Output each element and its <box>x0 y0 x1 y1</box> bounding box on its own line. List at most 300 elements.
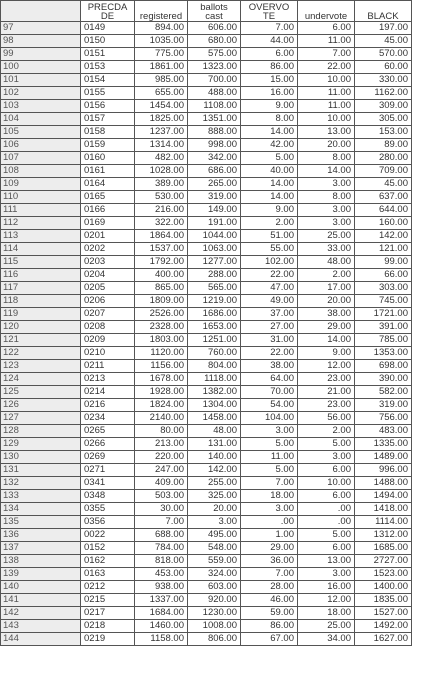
cell-ballots-cast[interactable]: 1323.00 <box>188 61 241 74</box>
cell-registered[interactable]: 1158.00 <box>135 633 188 646</box>
cell-registered[interactable]: 1028.00 <box>135 165 188 178</box>
cell-undervote[interactable]: 25.00 <box>298 620 355 633</box>
cell-precinct[interactable]: 0153 <box>81 61 135 74</box>
cell-overvote[interactable]: 16.00 <box>241 87 298 100</box>
cell-precinct[interactable]: 0169 <box>81 217 135 230</box>
cell-row-index[interactable]: 144 <box>1 633 81 646</box>
cell-precinct[interactable]: 0219 <box>81 633 135 646</box>
cell-black[interactable]: 60.00 <box>355 61 412 74</box>
cell-precinct[interactable]: 0155 <box>81 87 135 100</box>
cell-precinct[interactable]: 0164 <box>81 178 135 191</box>
cell-precinct[interactable]: 0212 <box>81 581 135 594</box>
cell-registered[interactable]: 1460.00 <box>135 620 188 633</box>
cell-registered[interactable]: 1035.00 <box>135 35 188 48</box>
cell-black[interactable]: 1721.00 <box>355 308 412 321</box>
cell-black[interactable]: 89.00 <box>355 139 412 152</box>
cell-precinct[interactable]: 0163 <box>81 568 135 581</box>
cell-row-index[interactable]: 122 <box>1 347 81 360</box>
cell-registered[interactable]: 216.00 <box>135 204 188 217</box>
cell-precinct[interactable]: 0217 <box>81 607 135 620</box>
cell-row-index[interactable]: 121 <box>1 334 81 347</box>
cell-registered[interactable]: 1156.00 <box>135 360 188 373</box>
cell-registered[interactable]: 1237.00 <box>135 126 188 139</box>
cell-ballots-cast[interactable]: 255.00 <box>188 477 241 490</box>
cell-ballots-cast[interactable]: 1351.00 <box>188 113 241 126</box>
cell-precinct[interactable]: 0161 <box>81 165 135 178</box>
cell-ballots-cast[interactable]: 559.00 <box>188 555 241 568</box>
cell-row-index[interactable]: 116 <box>1 269 81 282</box>
cell-black[interactable]: 637.00 <box>355 191 412 204</box>
cell-undervote[interactable]: 10.00 <box>298 74 355 87</box>
cell-black[interactable]: 121.00 <box>355 243 412 256</box>
cell-undervote[interactable]: 6.00 <box>298 542 355 555</box>
cell-precinct[interactable]: 0356 <box>81 516 135 529</box>
cell-undervote[interactable]: 3.00 <box>298 178 355 191</box>
cell-row-index[interactable]: 112 <box>1 217 81 230</box>
cell-undervote[interactable]: 11.00 <box>298 100 355 113</box>
cell-overvote[interactable]: 44.00 <box>241 35 298 48</box>
cell-undervote[interactable]: 12.00 <box>298 360 355 373</box>
cell-overvote[interactable]: 102.00 <box>241 256 298 269</box>
cell-undervote[interactable]: 14.00 <box>298 165 355 178</box>
cell-undervote[interactable]: 14.00 <box>298 334 355 347</box>
cell-ballots-cast[interactable]: 1653.00 <box>188 321 241 334</box>
cell-precinct[interactable]: 0159 <box>81 139 135 152</box>
cell-undervote[interactable]: 38.00 <box>298 308 355 321</box>
cell-precinct[interactable]: 0201 <box>81 230 135 243</box>
cell-ballots-cast[interactable]: 324.00 <box>188 568 241 581</box>
cell-registered[interactable]: 389.00 <box>135 178 188 191</box>
cell-overvote[interactable]: 8.00 <box>241 113 298 126</box>
cell-undervote[interactable]: 20.00 <box>298 139 355 152</box>
cell-registered[interactable]: 322.00 <box>135 217 188 230</box>
cell-undervote[interactable]: 12.00 <box>298 594 355 607</box>
cell-undervote[interactable]: 16.00 <box>298 581 355 594</box>
cell-precinct[interactable]: 0204 <box>81 269 135 282</box>
cell-overvote[interactable]: 86.00 <box>241 620 298 633</box>
cell-registered[interactable]: 30.00 <box>135 503 188 516</box>
cell-precinct[interactable]: 0266 <box>81 438 135 451</box>
cell-overvote[interactable]: 14.00 <box>241 126 298 139</box>
cell-ballots-cast[interactable]: 1118.00 <box>188 373 241 386</box>
cell-precinct[interactable]: 0202 <box>81 243 135 256</box>
cell-row-index[interactable]: 125 <box>1 386 81 399</box>
cell-row-index[interactable]: 132 <box>1 477 81 490</box>
cell-black[interactable]: 391.00 <box>355 321 412 334</box>
cell-row-index[interactable]: 103 <box>1 100 81 113</box>
cell-black[interactable]: 1492.00 <box>355 620 412 633</box>
cell-undervote[interactable]: 3.00 <box>298 568 355 581</box>
cell-registered[interactable]: 775.00 <box>135 48 188 61</box>
cell-ballots-cast[interactable]: 760.00 <box>188 347 241 360</box>
cell-ballots-cast[interactable]: 575.00 <box>188 48 241 61</box>
cell-overvote[interactable]: 27.00 <box>241 321 298 334</box>
cell-precinct[interactable]: 0207 <box>81 308 135 321</box>
cell-overvote[interactable]: 46.00 <box>241 594 298 607</box>
cell-precinct[interactable]: 0269 <box>81 451 135 464</box>
cell-overvote[interactable]: 49.00 <box>241 295 298 308</box>
cell-black[interactable]: 1527.00 <box>355 607 412 620</box>
cell-ballots-cast[interactable]: 1458.00 <box>188 412 241 425</box>
cell-row-index[interactable]: 124 <box>1 373 81 386</box>
cell-ballots-cast[interactable]: 606.00 <box>188 22 241 35</box>
cell-black[interactable]: 160.00 <box>355 217 412 230</box>
cell-registered[interactable]: 1120.00 <box>135 347 188 360</box>
cell-registered[interactable]: 2140.00 <box>135 412 188 425</box>
cell-black[interactable]: 1335.00 <box>355 438 412 451</box>
cell-black[interactable]: 483.00 <box>355 425 412 438</box>
cell-row-index[interactable]: 115 <box>1 256 81 269</box>
cell-row-index[interactable]: 97 <box>1 22 81 35</box>
cell-precinct[interactable]: 0154 <box>81 74 135 87</box>
cell-precinct[interactable]: 0156 <box>81 100 135 113</box>
cell-black[interactable]: 319.00 <box>355 399 412 412</box>
cell-registered[interactable]: 784.00 <box>135 542 188 555</box>
cell-undervote[interactable]: 29.00 <box>298 321 355 334</box>
cell-precinct[interactable]: 0152 <box>81 542 135 555</box>
cell-ballots-cast[interactable]: 1251.00 <box>188 334 241 347</box>
cell-precinct[interactable]: 0209 <box>81 334 135 347</box>
cell-row-index[interactable]: 137 <box>1 542 81 555</box>
cell-ballots-cast[interactable]: 325.00 <box>188 490 241 503</box>
cell-precinct[interactable]: 0162 <box>81 555 135 568</box>
cell-overvote[interactable]: 59.00 <box>241 607 298 620</box>
cell-undervote[interactable]: 6.00 <box>298 22 355 35</box>
cell-overvote[interactable]: 6.00 <box>241 48 298 61</box>
cell-black[interactable]: 330.00 <box>355 74 412 87</box>
cell-precinct[interactable]: 0214 <box>81 386 135 399</box>
cell-precinct[interactable]: 0149 <box>81 22 135 35</box>
cell-row-index[interactable]: 131 <box>1 464 81 477</box>
cell-registered[interactable]: 985.00 <box>135 74 188 87</box>
cell-undervote[interactable]: 2.00 <box>298 269 355 282</box>
cell-registered[interactable]: 247.00 <box>135 464 188 477</box>
cell-precinct[interactable]: 0158 <box>81 126 135 139</box>
cell-row-index[interactable]: 128 <box>1 425 81 438</box>
cell-black[interactable]: 142.00 <box>355 230 412 243</box>
cell-ballots-cast[interactable]: 1277.00 <box>188 256 241 269</box>
cell-ballots-cast[interactable]: 191.00 <box>188 217 241 230</box>
cell-overvote[interactable]: 54.00 <box>241 399 298 412</box>
cell-registered[interactable]: 503.00 <box>135 490 188 503</box>
cell-ballots-cast[interactable]: 700.00 <box>188 74 241 87</box>
cell-registered[interactable]: 530.00 <box>135 191 188 204</box>
cell-ballots-cast[interactable]: 1008.00 <box>188 620 241 633</box>
cell-row-index[interactable]: 100 <box>1 61 81 74</box>
cell-registered[interactable]: 1809.00 <box>135 295 188 308</box>
cell-ballots-cast[interactable]: 140.00 <box>188 451 241 464</box>
cell-row-index[interactable]: 141 <box>1 594 81 607</box>
cell-overvote[interactable]: 3.00 <box>241 503 298 516</box>
cell-registered[interactable]: 1454.00 <box>135 100 188 113</box>
cell-precinct[interactable]: 0265 <box>81 425 135 438</box>
cell-undervote[interactable]: 20.00 <box>298 295 355 308</box>
cell-row-index[interactable]: 102 <box>1 87 81 100</box>
cell-undervote[interactable]: 6.00 <box>298 490 355 503</box>
cell-registered[interactable]: 818.00 <box>135 555 188 568</box>
cell-row-index[interactable]: 126 <box>1 399 81 412</box>
cell-undervote[interactable]: 13.00 <box>298 555 355 568</box>
cell-overvote[interactable]: 5.00 <box>241 464 298 477</box>
cell-black[interactable]: 45.00 <box>355 35 412 48</box>
cell-undervote[interactable]: 56.00 <box>298 412 355 425</box>
cell-overvote[interactable]: 38.00 <box>241 360 298 373</box>
cell-ballots-cast[interactable]: 565.00 <box>188 282 241 295</box>
cell-undervote[interactable]: 18.00 <box>298 607 355 620</box>
cell-black[interactable]: 303.00 <box>355 282 412 295</box>
cell-ballots-cast[interactable]: 342.00 <box>188 152 241 165</box>
cell-black[interactable]: 1162.00 <box>355 87 412 100</box>
cell-undervote[interactable]: 10.00 <box>298 113 355 126</box>
cell-precinct[interactable]: 0213 <box>81 373 135 386</box>
cell-black[interactable]: 45.00 <box>355 178 412 191</box>
cell-undervote[interactable]: 3.00 <box>298 217 355 230</box>
cell-undervote[interactable]: 11.00 <box>298 87 355 100</box>
cell-undervote[interactable]: 13.00 <box>298 126 355 139</box>
cell-black[interactable]: 996.00 <box>355 464 412 477</box>
cell-row-index[interactable]: 105 <box>1 126 81 139</box>
cell-precinct[interactable]: 0210 <box>81 347 135 360</box>
cell-undervote[interactable]: 25.00 <box>298 230 355 243</box>
cell-precinct[interactable]: 0166 <box>81 204 135 217</box>
cell-undervote[interactable]: 5.00 <box>298 529 355 542</box>
cell-ballots-cast[interactable]: 1044.00 <box>188 230 241 243</box>
cell-ballots-cast[interactable]: 495.00 <box>188 529 241 542</box>
cell-row-index[interactable]: 113 <box>1 230 81 243</box>
cell-row-index[interactable]: 130 <box>1 451 81 464</box>
cell-ballots-cast[interactable]: 1219.00 <box>188 295 241 308</box>
cell-row-index[interactable]: 142 <box>1 607 81 620</box>
cell-precinct[interactable]: 0271 <box>81 464 135 477</box>
cell-row-index[interactable]: 114 <box>1 243 81 256</box>
cell-overvote[interactable]: 40.00 <box>241 165 298 178</box>
cell-overvote[interactable]: 7.00 <box>241 568 298 581</box>
cell-registered[interactable]: 453.00 <box>135 568 188 581</box>
cell-registered[interactable]: 213.00 <box>135 438 188 451</box>
cell-overvote[interactable]: 5.00 <box>241 438 298 451</box>
cell-black[interactable]: 1418.00 <box>355 503 412 516</box>
cell-row-index[interactable]: 123 <box>1 360 81 373</box>
cell-registered[interactable]: 1684.00 <box>135 607 188 620</box>
cell-black[interactable]: 709.00 <box>355 165 412 178</box>
cell-ballots-cast[interactable]: 686.00 <box>188 165 241 178</box>
cell-black[interactable]: 1489.00 <box>355 451 412 464</box>
cell-undervote[interactable]: 23.00 <box>298 373 355 386</box>
cell-black[interactable]: 280.00 <box>355 152 412 165</box>
cell-undervote[interactable]: 9.00 <box>298 347 355 360</box>
cell-row-index[interactable]: 99 <box>1 48 81 61</box>
cell-overvote[interactable]: 70.00 <box>241 386 298 399</box>
cell-registered[interactable]: 1824.00 <box>135 399 188 412</box>
cell-row-index[interactable]: 107 <box>1 152 81 165</box>
cell-undervote[interactable]: 3.00 <box>298 451 355 464</box>
cell-black[interactable]: 1627.00 <box>355 633 412 646</box>
cell-overvote[interactable]: 18.00 <box>241 490 298 503</box>
cell-ballots-cast[interactable]: 920.00 <box>188 594 241 607</box>
cell-black[interactable]: 1523.00 <box>355 568 412 581</box>
cell-precinct[interactable]: 0206 <box>81 295 135 308</box>
cell-overvote[interactable]: 42.00 <box>241 139 298 152</box>
cell-precinct[interactable]: 0150 <box>81 35 135 48</box>
cell-black[interactable]: 390.00 <box>355 373 412 386</box>
cell-ballots-cast[interactable]: 131.00 <box>188 438 241 451</box>
cell-undervote[interactable]: 3.00 <box>298 204 355 217</box>
cell-ballots-cast[interactable]: 1686.00 <box>188 308 241 321</box>
cell-overvote[interactable]: 36.00 <box>241 555 298 568</box>
cell-registered[interactable]: 865.00 <box>135 282 188 295</box>
cell-overvote[interactable]: 55.00 <box>241 243 298 256</box>
cell-black[interactable]: 1685.00 <box>355 542 412 555</box>
cell-ballots-cast[interactable]: 149.00 <box>188 204 241 217</box>
cell-ballots-cast[interactable]: 603.00 <box>188 581 241 594</box>
cell-black[interactable]: 66.00 <box>355 269 412 282</box>
cell-overvote[interactable]: 7.00 <box>241 22 298 35</box>
cell-registered[interactable]: 894.00 <box>135 22 188 35</box>
cell-row-index[interactable]: 104 <box>1 113 81 126</box>
cell-overvote[interactable]: 37.00 <box>241 308 298 321</box>
cell-registered[interactable]: 655.00 <box>135 87 188 100</box>
cell-overvote[interactable]: .00 <box>241 516 298 529</box>
cell-precinct[interactable]: 0205 <box>81 282 135 295</box>
cell-black[interactable]: 698.00 <box>355 360 412 373</box>
cell-overvote[interactable]: 22.00 <box>241 347 298 360</box>
cell-row-index[interactable]: 140 <box>1 581 81 594</box>
cell-undervote[interactable]: .00 <box>298 516 355 529</box>
cell-ballots-cast[interactable]: 998.00 <box>188 139 241 152</box>
cell-precinct[interactable]: 0216 <box>81 399 135 412</box>
cell-ballots-cast[interactable]: 1063.00 <box>188 243 241 256</box>
cell-black[interactable]: 1400.00 <box>355 581 412 594</box>
cell-black[interactable]: 1835.00 <box>355 594 412 607</box>
cell-black[interactable]: 785.00 <box>355 334 412 347</box>
cell-precinct[interactable]: 0355 <box>81 503 135 516</box>
cell-row-index[interactable]: 118 <box>1 295 81 308</box>
cell-undervote[interactable]: 2.00 <box>298 425 355 438</box>
cell-registered[interactable]: 1792.00 <box>135 256 188 269</box>
cell-ballots-cast[interactable]: 142.00 <box>188 464 241 477</box>
cell-precinct[interactable]: 0022 <box>81 529 135 542</box>
cell-black[interactable]: 1488.00 <box>355 477 412 490</box>
cell-row-index[interactable]: 108 <box>1 165 81 178</box>
cell-ballots-cast[interactable]: 1382.00 <box>188 386 241 399</box>
cell-registered[interactable]: 7.00 <box>135 516 188 529</box>
cell-row-index[interactable]: 120 <box>1 321 81 334</box>
cell-row-index[interactable]: 129 <box>1 438 81 451</box>
cell-precinct[interactable]: 0234 <box>81 412 135 425</box>
cell-overvote[interactable]: 1.00 <box>241 529 298 542</box>
cell-overvote[interactable]: 9.00 <box>241 204 298 217</box>
cell-precinct[interactable]: 0341 <box>81 477 135 490</box>
cell-registered[interactable]: 409.00 <box>135 477 188 490</box>
cell-overvote[interactable]: 29.00 <box>241 542 298 555</box>
cell-undervote[interactable]: 6.00 <box>298 464 355 477</box>
cell-undervote[interactable]: 33.00 <box>298 243 355 256</box>
cell-row-index[interactable]: 109 <box>1 178 81 191</box>
cell-overvote[interactable]: 47.00 <box>241 282 298 295</box>
cell-ballots-cast[interactable]: 1230.00 <box>188 607 241 620</box>
cell-black[interactable]: 1353.00 <box>355 347 412 360</box>
cell-registered[interactable]: 482.00 <box>135 152 188 165</box>
cell-registered[interactable]: 220.00 <box>135 451 188 464</box>
cell-precinct[interactable]: 0157 <box>81 113 135 126</box>
cell-overvote[interactable]: 11.00 <box>241 451 298 464</box>
cell-row-index[interactable]: 111 <box>1 204 81 217</box>
cell-overvote[interactable]: 2.00 <box>241 217 298 230</box>
cell-ballots-cast[interactable]: 48.00 <box>188 425 241 438</box>
cell-overvote[interactable]: 51.00 <box>241 230 298 243</box>
cell-precinct[interactable]: 0218 <box>81 620 135 633</box>
cell-precinct[interactable]: 0165 <box>81 191 135 204</box>
cell-black[interactable]: 1312.00 <box>355 529 412 542</box>
cell-row-index[interactable]: 136 <box>1 529 81 542</box>
cell-registered[interactable]: 2526.00 <box>135 308 188 321</box>
cell-overvote[interactable]: 7.00 <box>241 477 298 490</box>
cell-row-index[interactable]: 127 <box>1 412 81 425</box>
cell-black[interactable]: 756.00 <box>355 412 412 425</box>
cell-precinct[interactable]: 0208 <box>81 321 135 334</box>
cell-undervote[interactable]: 8.00 <box>298 191 355 204</box>
cell-registered[interactable]: 1861.00 <box>135 61 188 74</box>
cell-undervote[interactable]: 11.00 <box>298 35 355 48</box>
cell-row-index[interactable]: 134 <box>1 503 81 516</box>
cell-ballots-cast[interactable]: 20.00 <box>188 503 241 516</box>
cell-overvote[interactable]: 15.00 <box>241 74 298 87</box>
cell-black[interactable]: 570.00 <box>355 48 412 61</box>
cell-overvote[interactable]: 22.00 <box>241 269 298 282</box>
cell-overvote[interactable]: 86.00 <box>241 61 298 74</box>
cell-undervote[interactable]: 10.00 <box>298 477 355 490</box>
cell-undervote[interactable]: 34.00 <box>298 633 355 646</box>
cell-registered[interactable]: 938.00 <box>135 581 188 594</box>
cell-undervote[interactable]: 21.00 <box>298 386 355 399</box>
cell-black[interactable]: 1494.00 <box>355 490 412 503</box>
cell-black[interactable]: 305.00 <box>355 113 412 126</box>
cell-black[interactable]: 197.00 <box>355 22 412 35</box>
cell-row-index[interactable]: 135 <box>1 516 81 529</box>
cell-precinct[interactable]: 0211 <box>81 360 135 373</box>
cell-ballots-cast[interactable]: 488.00 <box>188 87 241 100</box>
cell-overvote[interactable]: 14.00 <box>241 191 298 204</box>
cell-overvote[interactable]: 9.00 <box>241 100 298 113</box>
cell-row-index[interactable]: 119 <box>1 308 81 321</box>
cell-overvote[interactable]: 64.00 <box>241 373 298 386</box>
cell-undervote[interactable]: 22.00 <box>298 61 355 74</box>
cell-precinct[interactable]: 0151 <box>81 48 135 61</box>
cell-overvote[interactable]: 14.00 <box>241 178 298 191</box>
cell-undervote[interactable]: 23.00 <box>298 399 355 412</box>
cell-row-index[interactable]: 110 <box>1 191 81 204</box>
cell-registered[interactable]: 2328.00 <box>135 321 188 334</box>
cell-black[interactable]: 309.00 <box>355 100 412 113</box>
cell-registered[interactable]: 80.00 <box>135 425 188 438</box>
cell-undervote[interactable]: 7.00 <box>298 48 355 61</box>
cell-precinct[interactable]: 0160 <box>81 152 135 165</box>
cell-row-index[interactable]: 101 <box>1 74 81 87</box>
cell-overvote[interactable]: 67.00 <box>241 633 298 646</box>
cell-undervote[interactable]: 48.00 <box>298 256 355 269</box>
cell-undervote[interactable]: 5.00 <box>298 438 355 451</box>
cell-precinct[interactable]: 0348 <box>81 490 135 503</box>
cell-ballots-cast[interactable]: 288.00 <box>188 269 241 282</box>
cell-ballots-cast[interactable]: 548.00 <box>188 542 241 555</box>
cell-black[interactable]: 1114.00 <box>355 516 412 529</box>
cell-ballots-cast[interactable]: 1108.00 <box>188 100 241 113</box>
cell-row-index[interactable]: 143 <box>1 620 81 633</box>
cell-registered[interactable]: 688.00 <box>135 529 188 542</box>
cell-ballots-cast[interactable]: 680.00 <box>188 35 241 48</box>
cell-ballots-cast[interactable]: 265.00 <box>188 178 241 191</box>
cell-registered[interactable]: 1803.00 <box>135 334 188 347</box>
